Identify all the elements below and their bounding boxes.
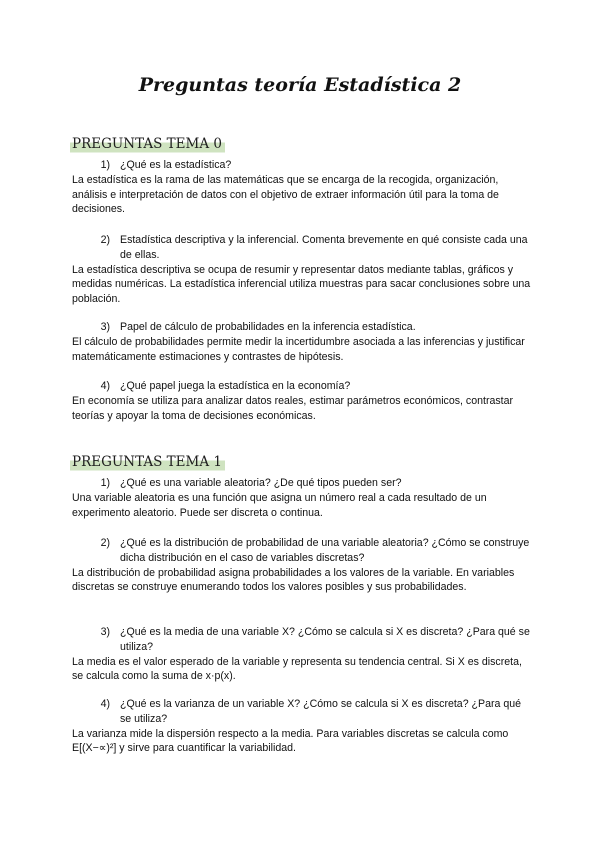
question-text: ¿Qué es la distribución de probabilidad de una variable aleatoria? ¿Cómo se construye dicha distribución en el caso de variables discretas? [120, 537, 530, 564]
qa-block-tema1-2 [72, 536, 532, 595]
question-number: 1) [100, 159, 110, 171]
question-line [72, 158, 532, 173]
question-number: 3) [100, 321, 110, 333]
answer-text: Una variable aleatoria es una función que asigna un número real a cada resultado de un experimento aleatorio. Puede ser discreta o continua. [72, 491, 487, 519]
question-number: 1) [100, 477, 110, 489]
question-text: ¿Qué papel juega la estadística en la economía? [120, 380, 351, 392]
question-number: 4) [100, 380, 110, 392]
answer-text: La estadística descriptiva se ocupa de resumir y representar datos mediante tablas, gráficos y medidas numéricas. La estadística inferencial utiliza muestras para sacar conclusiones sobre una población. [72, 263, 531, 306]
page-title: Preguntas teoría Estadística 2 [138, 74, 462, 96]
question-number: 2) [100, 537, 110, 549]
answer-text: En economía se utiliza para analizar datos reales, estimar parámetros económicos, contrastar teorías y apoyar la toma de decisiones económicas. [72, 394, 514, 422]
answer-text: La estadística es la rama de las matemáticas que se encarga de la recogida, organización, análisis e interpretación de datos con el objetivo de extraer información útil para la toma de decisiones. [72, 173, 499, 216]
question-line [72, 625, 532, 655]
question-number: 3) [100, 626, 110, 638]
question-line [72, 320, 532, 335]
question-text: ¿Qué es la estadística? [120, 159, 232, 171]
question-line [72, 379, 532, 394]
qa-block-tema0-3 [72, 320, 532, 364]
question-number: 2) [100, 234, 110, 246]
section-heading-tema-1: PREGUNTAS TEMA 1 [70, 453, 225, 472]
qa-block-tema0-4 [72, 379, 532, 423]
qa-block-tema1-3 [72, 625, 532, 684]
question-line [72, 476, 532, 491]
answer-text: El cálculo de probabilidades permite medir la incertidumbre asociada a las inferencias y justificar matemáticamente estimaciones y contrastes de hipótesis. [72, 335, 525, 363]
answer-text: La distribución de probabilidad asigna probabilidades a los valores de la variable. En variables discretas se construye enumerando todos los valores posibles y sus probabilidades. [72, 566, 515, 594]
qa-block-tema1-4 [72, 697, 532, 756]
question-text: Papel de cálculo de probabilidades en la inferencia estadística. [120, 321, 416, 333]
question-number: 4) [100, 698, 110, 710]
question-text: Estadística descriptiva y la inferencial. Comenta brevemente en qué consiste cada una de ellas. [120, 234, 528, 261]
question-text: ¿Qué es la media de una variable X? ¿Cómo se calcula si X es discreta? ¿Para qué se utiliza? [120, 626, 530, 653]
question-text: ¿Qué es la varianza de un variable X? ¿Cómo se calcula si X es discreta? ¿Para qué se utiliza? [120, 698, 521, 725]
question-line [72, 233, 532, 263]
answer-text: La media es el valor esperado de la variable y representa su tendencia central. Si X es discreta, se calcula como la suma de x·p(x). [72, 655, 522, 683]
question-line [72, 536, 532, 566]
qa-block-tema0-2 [72, 233, 532, 307]
question-line [72, 697, 532, 727]
qa-block-tema1-1 [72, 476, 532, 520]
qa-block-tema0-1 [72, 158, 532, 217]
section-heading-tema-0: PREGUNTAS TEMA 0 [70, 135, 225, 154]
question-text: ¿Qué es una variable aleatoria? ¿De qué tipos pueden ser? [120, 477, 402, 489]
answer-text: La varianza mide la dispersión respecto a la media. Para variables discretas se calcula como E[(X−∝)²] y sirve para cuantificar la variabilidad. [72, 727, 509, 755]
